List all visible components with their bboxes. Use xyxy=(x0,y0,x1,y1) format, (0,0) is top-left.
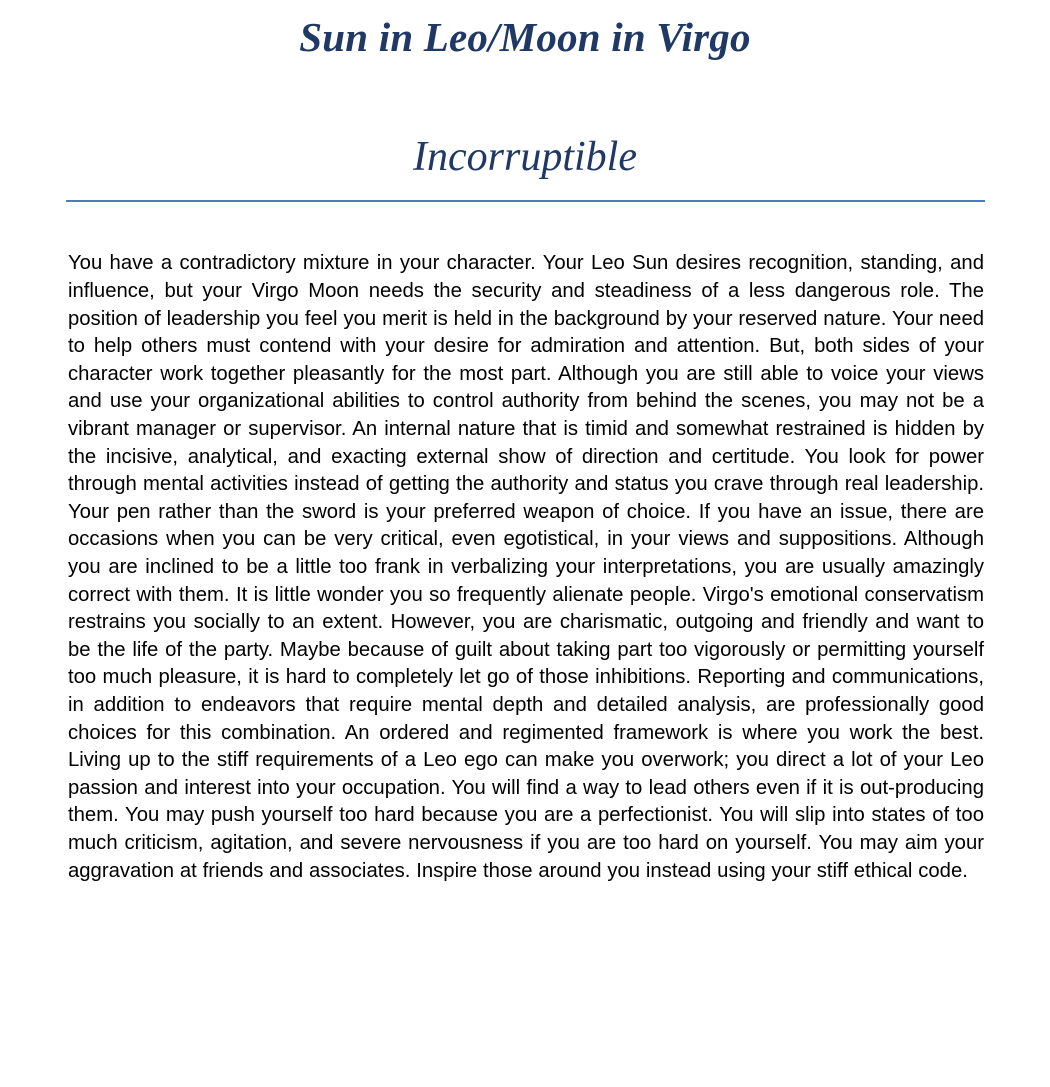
page-subtitle: Incorruptible xyxy=(413,134,637,181)
body-paragraph: You have a contradictory mixture in your character. Your Leo Sun desires recognition, standing, and influence, but your Virgo Moon needs the security and steadiness of a less dangerous role. The position of leadership you feel you merit is held in the background by your reserved nature. Your need to help others must contend with your desire for admiration and attention. But, both sides of your character work together pleasantly for the most part. Although you are still able to voice your views and use your organizational abilities to control authority from behind the scenes, you may not be a vibrant manager or supervisor. An internal nature that is timid and somewhat restrained is hidden by the incisive, analytical, and exacting external show of direction and certitude. You look for power through mental activities instead of getting the authority and status you crave through real leadership. Your pen rather than the sword is your preferred weapon of choice. If you have an issue, there are occasions when you can be very critical, even egotistical, in your views and suppositions. Although you are inclined to be a little too frank in verbalizing your interpretations, you are usually amazingly correct with them. It is little wonder you so frequently alienate people. Virgo's emotional conservatism restrains you socially to an extent. However, you are charismatic, outgoing and friendly and want to be the life of the party. Maybe because of guilt about taking part too vigorously or permitting yourself too much pleasure, it is hard to completely let go of those inhibitions. Reporting and communications, in addition to endeavors that require mental depth and detailed analysis, are professionally good choices for this combination. An ordered and regimented framework is where you work the best. Living up to the stiff requirements of a Leo ego can make you overwork; you direct a lot of your Leo passion and interest into your occupation. You will find a way to lead others even if it is out-producing them. You may push yourself too hard because you are a perfectionist. You will slip into states of too much criticism, agitation, and severe nervousness if you are too hard on yourself. You may aim your aggravation at friends and associates. Inspire those around you instead using your stiff ethical code. xyxy=(68,252,984,882)
document-body xyxy=(0,202,1050,885)
page-title: Sun in Leo/Moon in Virgo xyxy=(299,14,751,60)
document-heading-block xyxy=(0,0,1050,202)
